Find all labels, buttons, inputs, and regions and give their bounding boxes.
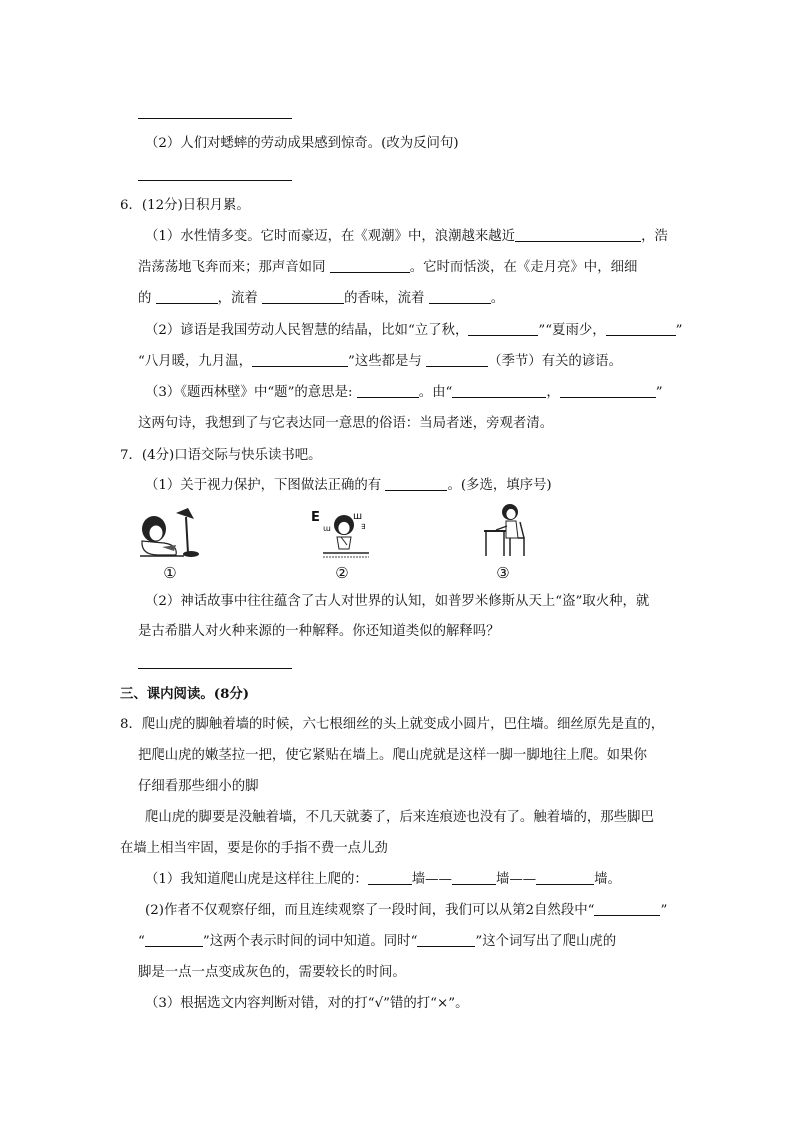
fill-blank[interactable]: [426, 352, 488, 367]
q8-sub-2-line2: [138, 932, 616, 952]
text: ”: [675, 323, 683, 338]
fill-blank[interactable]: [357, 383, 419, 398]
text: 墙——: [495, 872, 537, 887]
q6-title: 6．(12分)日积月累。: [120, 198, 250, 213]
fill-blank[interactable]: [385, 476, 447, 491]
child-arm: [496, 526, 507, 530]
text: ”这个词写出了爬山虎的: [475, 934, 617, 949]
text: （3）《题西林壁》中“题”的意思是:: [145, 385, 353, 400]
answer-line[interactable]: [138, 668, 292, 669]
q6-p1-line1: [145, 227, 668, 247]
text: 。它时而恬淡，在《走月亮》中，细细: [409, 260, 638, 275]
q6-p1-line3: [138, 289, 504, 309]
q8-sub-3: （3）根据选文内容判断对错，对的打“√”错的打“×”。: [145, 996, 469, 1011]
text: 。: [490, 291, 505, 306]
chart-letter: E: [311, 510, 320, 525]
text: ，流着: [217, 291, 258, 306]
q7-title: 7．(4分)口语交际与快乐读书吧。: [120, 448, 322, 463]
q6-p2-line1: [145, 321, 682, 341]
chart-letter: ∃: [361, 523, 366, 531]
chair: [510, 538, 524, 556]
text: 的: [138, 291, 152, 306]
text: ”: [655, 385, 663, 400]
chart-letter: ɯ: [323, 524, 331, 533]
desk-top: [484, 530, 506, 532]
chart-letter: ш: [353, 511, 363, 522]
child-body: [506, 521, 518, 538]
fill-blank[interactable]: [330, 258, 410, 273]
text: ”“夏雨少，: [538, 323, 606, 338]
q7-p1-line: [145, 476, 552, 496]
chair-back: [520, 522, 524, 538]
q8-passage-line-1: 8．爬山虎的脚触着墙的时候，六七根细丝的头上就变成小圆片，巴住墙。细丝原先是直的，: [120, 717, 665, 732]
child-body: [337, 537, 351, 549]
text: （2）谚语是我国劳动人民智慧的结晶，比如“立了秋，: [145, 323, 469, 338]
q5-item-2: （2）人们对蟋蟀的劳动成果感到惊奇。(改为反问句): [145, 136, 459, 151]
fill-blank[interactable]: [368, 870, 412, 885]
fill-blank[interactable]: [606, 321, 676, 336]
child-face: [338, 522, 350, 535]
fill-blank[interactable]: [262, 289, 344, 304]
text: 的香味，流着: [344, 291, 425, 306]
q8-passage-line-5: 在墙上相当牢固，要是你的手指不费一点儿劲: [120, 841, 388, 856]
text: 。(多选，填序号): [447, 478, 552, 493]
fill-blank[interactable]: [594, 901, 660, 916]
answer-line[interactable]: [138, 180, 292, 181]
fill-blank[interactable]: [145, 932, 203, 947]
q8-sub-2-line3: 脚是一点一点变成灰色的，需要较长的时间。: [138, 965, 406, 980]
q6-p1-line2: [138, 258, 637, 278]
q7-p2-line1: （2）神话故事中往往蕴含了古人对世界的认知，如普罗米修斯从天上“盗”取火种，就: [145, 594, 650, 609]
text: ”这些都是与: [347, 354, 422, 369]
text: （季节）有关的谚语。: [488, 354, 622, 369]
text: （1）关于视力保护，下图做法正确的有: [145, 478, 382, 493]
fill-blank[interactable]: [429, 289, 491, 304]
fill-blank[interactable]: [452, 870, 496, 885]
text: ”: [660, 903, 668, 918]
fill-blank[interactable]: [452, 383, 546, 398]
q8-sub-2-line1: [145, 901, 667, 921]
text: 墙。: [594, 872, 621, 887]
fill-blank[interactable]: [156, 289, 218, 304]
fill-blank[interactable]: [560, 383, 656, 398]
child-eye-chart-illustration: [309, 505, 379, 563]
q6-p2-line2: [138, 352, 622, 372]
q8-passage-line-2: 把爬山虎的嫩茎拉一把，使它紧贴在墙上。爬山虎就是这样一脚一脚地往上爬。如果你: [138, 748, 647, 763]
fill-blank[interactable]: [515, 227, 641, 242]
q6-p3-line2: 这两句诗，我想到了与它表达同一意思的俗语：当局者迷，旁观者清。: [138, 416, 554, 431]
fill-blank[interactable]: [536, 870, 594, 885]
text: （1）水性情多变。它时而豪迈，在《观潮》中，浪潮越来越近: [145, 229, 516, 244]
lamp-base: [183, 551, 199, 557]
q6-p3-line1: [145, 383, 663, 403]
q8-sub-1: [145, 870, 621, 890]
text: (2)作者不仅观察仔细，而且连续观察了一段时间，我们可以从第2自然段中“: [145, 903, 595, 918]
child-face: [506, 509, 516, 520]
text: “八月暖，九月温，: [138, 354, 252, 369]
text: 浩荡荡地飞奔而来；那声音如同: [138, 260, 326, 275]
text: 墙——: [411, 872, 452, 887]
answer-line[interactable]: [138, 118, 292, 119]
text: （1）我知道爬山虎是这样往上爬的：: [145, 872, 368, 887]
lamp-arm: [186, 517, 188, 553]
figure-caption-3: ③: [496, 564, 510, 582]
lamp-shade: [176, 508, 194, 519]
text: “: [138, 934, 145, 949]
fill-blank[interactable]: [417, 932, 475, 947]
child-at-desk-illustration: [480, 500, 536, 560]
child-under-lamp-illustration: [136, 505, 206, 561]
figure-caption-1: ①: [163, 564, 177, 582]
text: ，浩: [641, 229, 668, 244]
text: ，: [546, 385, 560, 400]
q7-p2-line2: 是古希腊人对火种来源的一种解释。你还知道类似的解释吗？: [138, 624, 500, 639]
child-face: [149, 525, 163, 541]
q8-passage-line-3: 仔细看那些细小的脚: [138, 779, 259, 794]
fill-blank[interactable]: [468, 321, 538, 336]
figure-caption-2: ②: [335, 564, 349, 582]
q8-passage-line-4: 爬山虎的脚要是没触着墙，不几天就萎了，后来连痕迹也没有了。触着墙的，那些脚巴: [145, 810, 654, 825]
text: ”这两个表示时间的词中知道。同时“: [202, 934, 418, 949]
section-3-title: 三、课内阅读。(8分): [120, 686, 250, 702]
text: 。由“: [418, 385, 453, 400]
fill-blank[interactable]: [252, 352, 348, 367]
